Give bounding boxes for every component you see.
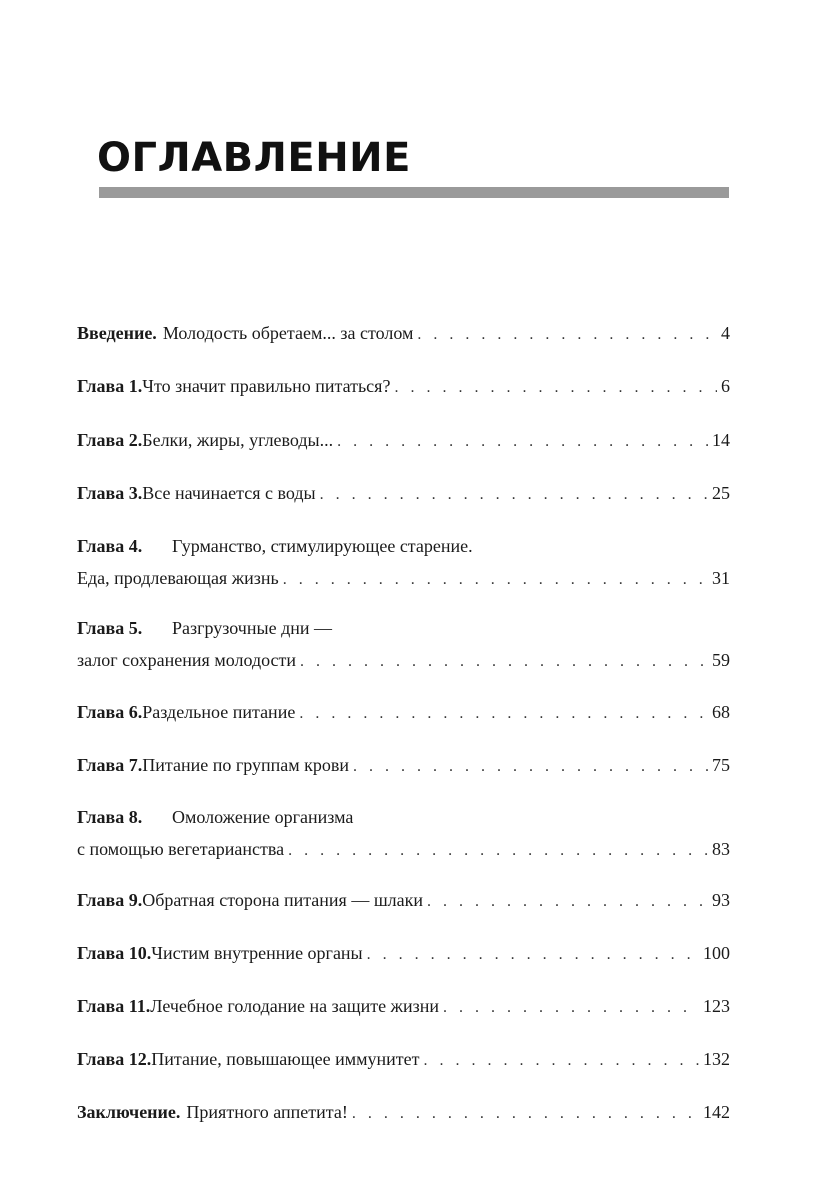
entry-page-number: 123 [703, 996, 730, 1016]
toc-entry-chapter-2[interactable] [77, 424, 730, 456]
entry-page-number: 83 [712, 839, 730, 859]
entry-title: Питание, повышающее иммунитет [151, 1049, 420, 1069]
dot-leader [288, 835, 708, 867]
entry-label: Глава 2. [77, 430, 143, 450]
entry-label: Заключение. [77, 1102, 181, 1122]
title-underline-bar [99, 187, 729, 198]
dot-leader [423, 1045, 699, 1077]
entry-title: Разгрузочные дни — [172, 618, 332, 638]
dot-leader [283, 564, 708, 596]
entry-title-continued: с помощью вегетарианства [77, 839, 285, 859]
entry-label: Глава 3. [77, 483, 143, 503]
entry-page-number: 100 [703, 943, 730, 963]
entry-page-number: 68 [712, 702, 730, 722]
dot-leader [299, 698, 708, 730]
dot-leader [352, 1098, 699, 1130]
entry-label: Глава 12. [77, 1049, 152, 1069]
toc-entry-chapter-4[interactable] [77, 530, 730, 594]
entry-label: Глава 1. [77, 376, 143, 396]
entry-page-number: 59 [712, 650, 730, 670]
dot-leader [320, 479, 708, 511]
entry-title: Лечебное голодание на защите жизни [150, 996, 439, 1016]
entry-page-number: 132 [703, 1049, 730, 1069]
entry-title: Все начинается с воды [142, 483, 316, 503]
toc-entry-chapter-8[interactable] [77, 801, 730, 865]
entry-title: Что значит правильно питаться? [142, 376, 391, 396]
dot-leader [300, 646, 708, 678]
entry-title-continued: Еда, продлевающая жизнь [77, 568, 279, 588]
entry-label: Введение. [77, 323, 157, 343]
toc-entry-intro[interactable] [77, 317, 730, 349]
entry-label: Глава 8. [77, 807, 143, 827]
entry-label: Глава 6. [77, 702, 143, 722]
dot-leader [353, 751, 708, 783]
entry-title: Питание по группам крови [142, 755, 350, 775]
entry-label: Глава 10. [77, 943, 152, 963]
toc-entry-chapter-11[interactable] [77, 990, 730, 1022]
entry-title: Молодость обретаем... за столом [162, 323, 414, 343]
entry-page-number: 75 [712, 755, 730, 775]
dot-leader [337, 426, 708, 458]
entry-title-continued: залог сохранения молодости [77, 650, 297, 670]
entry-page-number: 25 [712, 483, 730, 503]
entry-page-number: 93 [712, 890, 730, 910]
entry-title: Приятного аппетита! [186, 1102, 348, 1122]
entry-label: Глава 7. [77, 755, 143, 775]
toc-entry-chapter-5[interactable] [77, 612, 730, 676]
entry-label: Глава 9. [77, 890, 143, 910]
entry-label: Глава 11. [77, 996, 151, 1016]
entry-title: Гурманство, стимулирующее старение. [172, 536, 473, 556]
page-title: ОГЛАВЛЕНИЕ [97, 135, 411, 181]
entry-label: Глава 5. [77, 618, 143, 638]
entry-title: Чистим внутренние органы [151, 943, 363, 963]
entry-title: Омоложение организма [172, 807, 354, 827]
dot-leader [417, 319, 717, 351]
dot-leader [443, 992, 699, 1024]
toc-entry-chapter-3[interactable] [77, 477, 730, 509]
entry-title: Раздельное питание [142, 702, 296, 722]
entry-label: Глава 4. [77, 536, 143, 556]
dot-leader [394, 372, 717, 404]
toc-entry-chapter-9[interactable] [77, 884, 730, 916]
entry-title: Белки, жиры, углеводы... [142, 430, 334, 450]
toc-entry-conclusion[interactable] [77, 1096, 730, 1128]
entry-page-number: 142 [703, 1102, 730, 1122]
toc-entry-chapter-10[interactable] [77, 937, 730, 969]
toc-entry-chapter-12[interactable] [77, 1043, 730, 1075]
entry-title: Обратная сторона питания — шлаки [142, 890, 424, 910]
entry-page-number: 4 [721, 323, 730, 343]
entry-page-number: 31 [712, 568, 730, 588]
toc-entry-chapter-7[interactable] [77, 749, 730, 781]
toc-entry-chapter-6[interactable] [77, 696, 730, 728]
dot-leader [367, 939, 699, 971]
toc-entry-chapter-1[interactable] [77, 370, 730, 402]
entry-page-number: 14 [712, 430, 730, 450]
entry-page-number: 6 [721, 376, 730, 396]
dot-leader [427, 886, 708, 918]
